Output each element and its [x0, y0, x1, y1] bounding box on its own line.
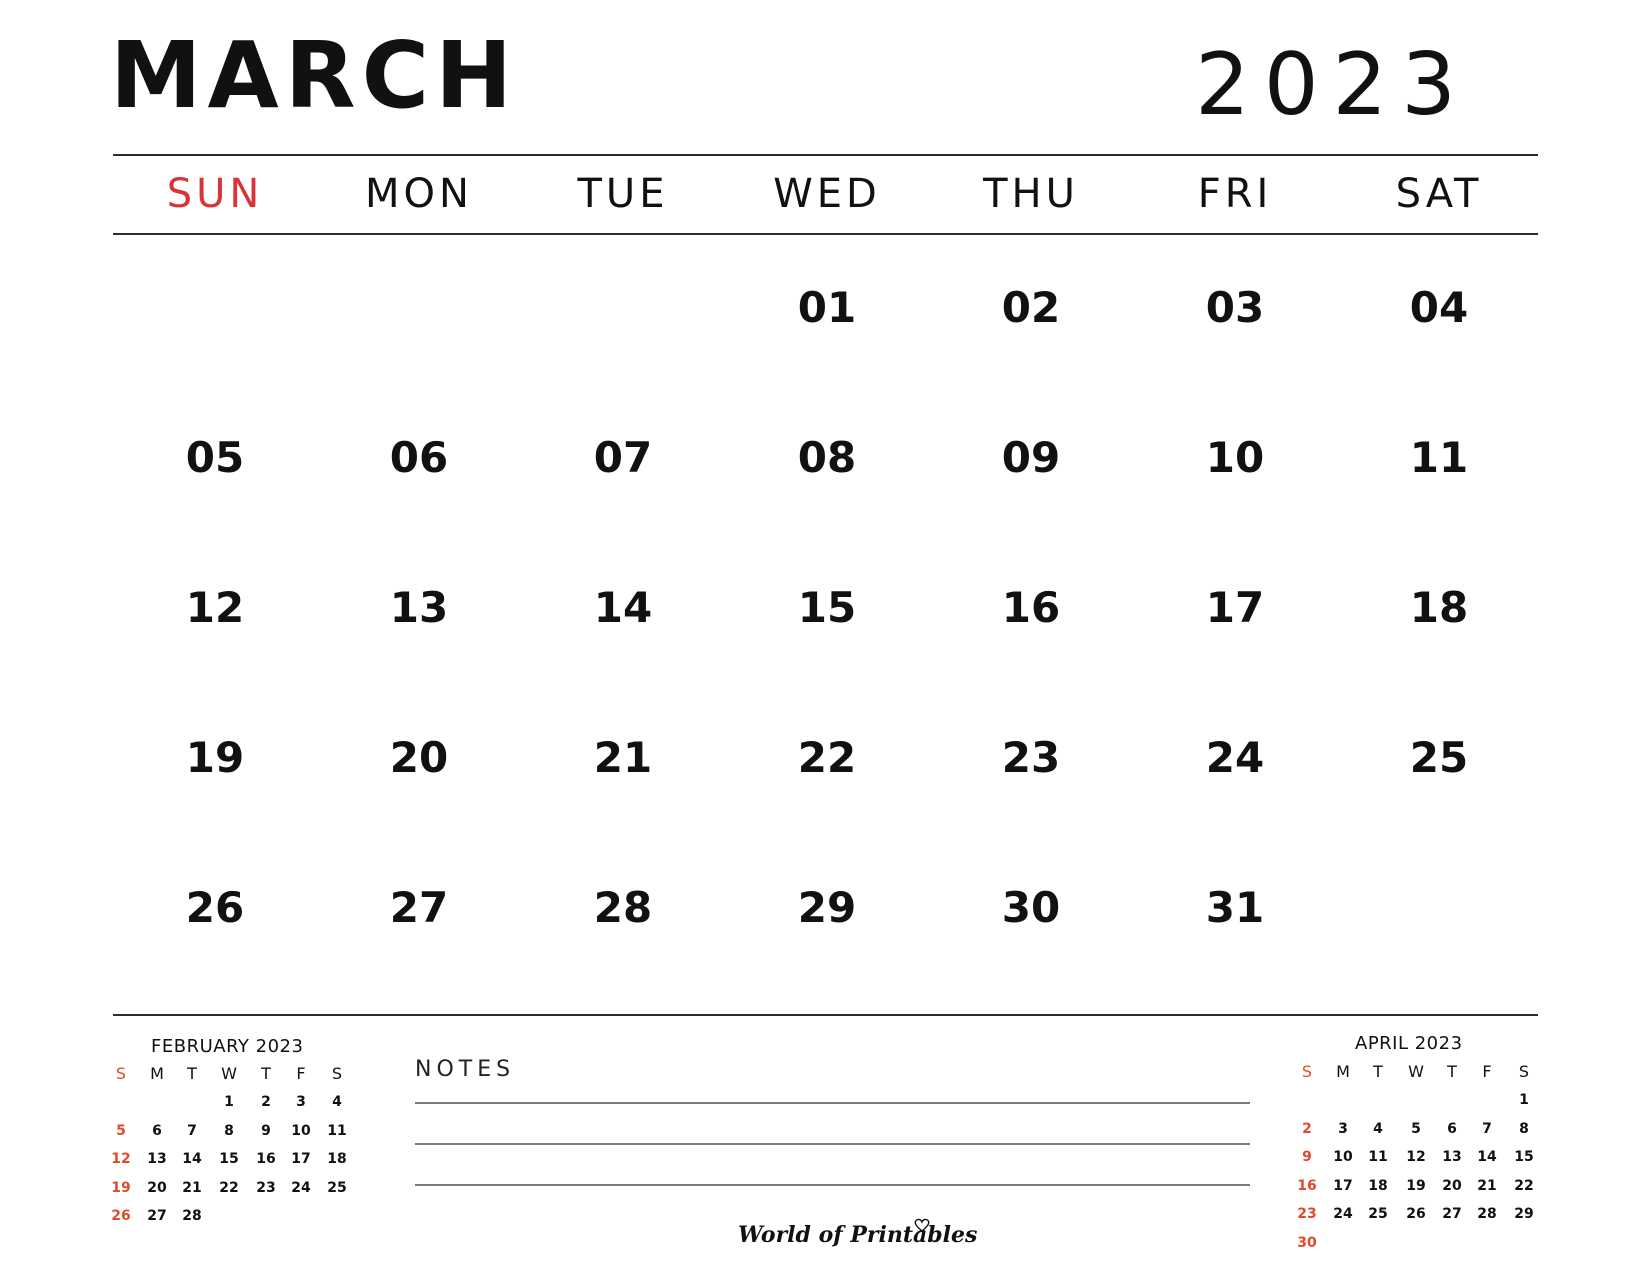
mini-day: 27 [147, 1208, 167, 1224]
mini-weekday-header: W [221, 1064, 237, 1083]
mini-day: 5 [1411, 1120, 1421, 1137]
bottom-divider [113, 1014, 1538, 1016]
mini-day: 2 [261, 1094, 271, 1110]
mini-day: 6 [152, 1122, 162, 1139]
mini-day: 20 [1442, 1177, 1462, 1194]
day-cell: 17 [1205, 583, 1265, 632]
mini-day: 12 [111, 1151, 131, 1167]
header-divider [113, 233, 1538, 235]
notes-label: NOTES [415, 1057, 516, 1082]
mini-day: 2 [1302, 1120, 1312, 1137]
day-cell: 12 [185, 583, 245, 632]
mini-day: 7 [1482, 1120, 1492, 1137]
weekday-fri: FRI [1197, 171, 1273, 217]
day-cell: 06 [389, 433, 449, 482]
mini-day: 10 [1333, 1149, 1353, 1165]
note-line [415, 1102, 1250, 1104]
day-cell: 11 [1409, 433, 1469, 482]
mini-day: 20 [147, 1179, 167, 1196]
day-cell: 02 [1001, 283, 1061, 332]
mini-day: 3 [1338, 1120, 1348, 1137]
year-title: 2023 [1195, 35, 1470, 135]
mini-weekday-header: M [150, 1064, 164, 1083]
mini-day: 9 [1302, 1149, 1312, 1165]
day-cell: 15 [797, 583, 857, 632]
mini-weekday-header: F [1482, 1062, 1492, 1081]
mini-day: 11 [1368, 1149, 1388, 1165]
mini-day: 19 [1406, 1177, 1426, 1194]
day-cell: 30 [1001, 883, 1061, 932]
mini-calendar-title: FEBRUARY 2023 [151, 1036, 304, 1057]
mini-day: 28 [182, 1208, 202, 1224]
weekday-row [113, 156, 1538, 233]
day-cell: 08 [797, 433, 857, 482]
mini-weekday-header: M [1336, 1062, 1350, 1081]
day-cell: 29 [797, 883, 857, 932]
mini-day: 29 [1514, 1206, 1534, 1222]
mini-day: 11 [327, 1122, 347, 1139]
mini-day: 15 [219, 1151, 239, 1167]
mini-day: 27 [1442, 1206, 1462, 1222]
mini-weekday-header: T [1373, 1062, 1383, 1081]
mini-day: 22 [219, 1179, 239, 1196]
mini-weekday-header: S [115, 1064, 127, 1083]
weekday-sun: SUN [166, 171, 264, 217]
mini-day: 3 [296, 1094, 306, 1110]
mini-day: 13 [147, 1151, 167, 1167]
day-cell: 25 [1409, 733, 1469, 782]
note-line [415, 1143, 1250, 1145]
mini-weekday-header: W [1408, 1062, 1424, 1081]
day-cell: 05 [185, 433, 245, 482]
mini-day: 1 [224, 1094, 234, 1110]
mini-day: 8 [1519, 1120, 1529, 1137]
day-cell: 27 [389, 883, 449, 932]
mini-day: 5 [116, 1122, 126, 1139]
mini-day: 1 [1519, 1092, 1529, 1108]
mini-day: 28 [1477, 1206, 1497, 1222]
mini-day: 15 [1514, 1149, 1534, 1165]
day-cell: 03 [1205, 283, 1265, 332]
mini-day: 4 [332, 1094, 342, 1110]
mini-day: 21 [182, 1179, 202, 1196]
mini-day: 13 [1442, 1149, 1462, 1165]
day-cell: 19 [185, 733, 245, 782]
mini-day: 26 [1406, 1206, 1426, 1222]
day-cell: 22 [797, 733, 857, 782]
mini-day: 30 [1297, 1234, 1317, 1251]
mini-day: 10 [291, 1122, 311, 1139]
mini-day: 17 [1333, 1177, 1353, 1194]
day-cell: 18 [1409, 583, 1469, 632]
note-line [415, 1184, 1250, 1186]
day-cell: 31 [1205, 883, 1265, 932]
weekday-mon: MON [365, 171, 473, 217]
heart-icon [914, 1218, 930, 1232]
weekday-thu: THU [983, 171, 1079, 217]
mini-day: 18 [1368, 1177, 1388, 1194]
mini-calendar-title: APRIL 2023 [1355, 1033, 1463, 1054]
weekday-tue: TUE [577, 171, 669, 217]
day-cell: 20 [389, 733, 449, 782]
mini-weekday-header: T [187, 1064, 197, 1083]
mini-day: 14 [1477, 1149, 1497, 1165]
day-cell: 04 [1409, 283, 1469, 332]
mini-day: 21 [1477, 1177, 1497, 1194]
mini-weekday-header: S [331, 1064, 343, 1083]
day-cell: 13 [389, 583, 449, 632]
day-cell: 09 [1001, 433, 1061, 482]
day-cell: 28 [593, 883, 653, 932]
mini-day: 16 [1297, 1177, 1317, 1194]
mini-day: 18 [327, 1151, 347, 1167]
day-cell: 01 [797, 283, 857, 332]
day-cell: 23 [1001, 733, 1061, 782]
mini-day: 23 [1297, 1206, 1317, 1222]
day-cell: 24 [1205, 733, 1265, 782]
mini-weekday-header: T [1447, 1062, 1457, 1081]
mini-day: 12 [1406, 1149, 1426, 1165]
mini-day: 9 [261, 1122, 271, 1139]
mini-day: 24 [291, 1179, 311, 1196]
month-title: MARCH [110, 22, 519, 129]
mini-day: 26 [111, 1208, 131, 1224]
mini-weekday-header: F [296, 1064, 306, 1083]
mini-day: 16 [256, 1151, 276, 1167]
day-cell: 07 [593, 433, 653, 482]
brand-logo: World of Printables [738, 1222, 978, 1248]
day-cell: 10 [1205, 433, 1265, 482]
mini-day: 25 [1368, 1206, 1388, 1222]
mini-day: 4 [1373, 1120, 1383, 1137]
mini-day: 22 [1514, 1177, 1534, 1194]
mini-day: 24 [1333, 1206, 1353, 1222]
mini-day: 14 [182, 1151, 202, 1167]
mini-day: 19 [111, 1179, 131, 1196]
mini-day: 25 [327, 1179, 347, 1196]
day-cell: 21 [593, 733, 653, 782]
mini-weekday-header: S [1301, 1062, 1313, 1081]
day-cell: 26 [185, 883, 245, 932]
mini-weekday-header: T [261, 1064, 271, 1083]
mini-day: 17 [291, 1151, 311, 1167]
mini-day: 8 [224, 1122, 234, 1139]
mini-day: 6 [1447, 1120, 1457, 1137]
day-cell: 14 [593, 583, 653, 632]
mini-day: 23 [256, 1179, 276, 1196]
mini-day: 7 [187, 1122, 197, 1139]
mini-weekday-header: S [1518, 1062, 1530, 1081]
day-cell: 16 [1001, 583, 1061, 632]
weekday-wed: WED [773, 171, 881, 217]
weekday-sat: SAT [1395, 171, 1483, 217]
